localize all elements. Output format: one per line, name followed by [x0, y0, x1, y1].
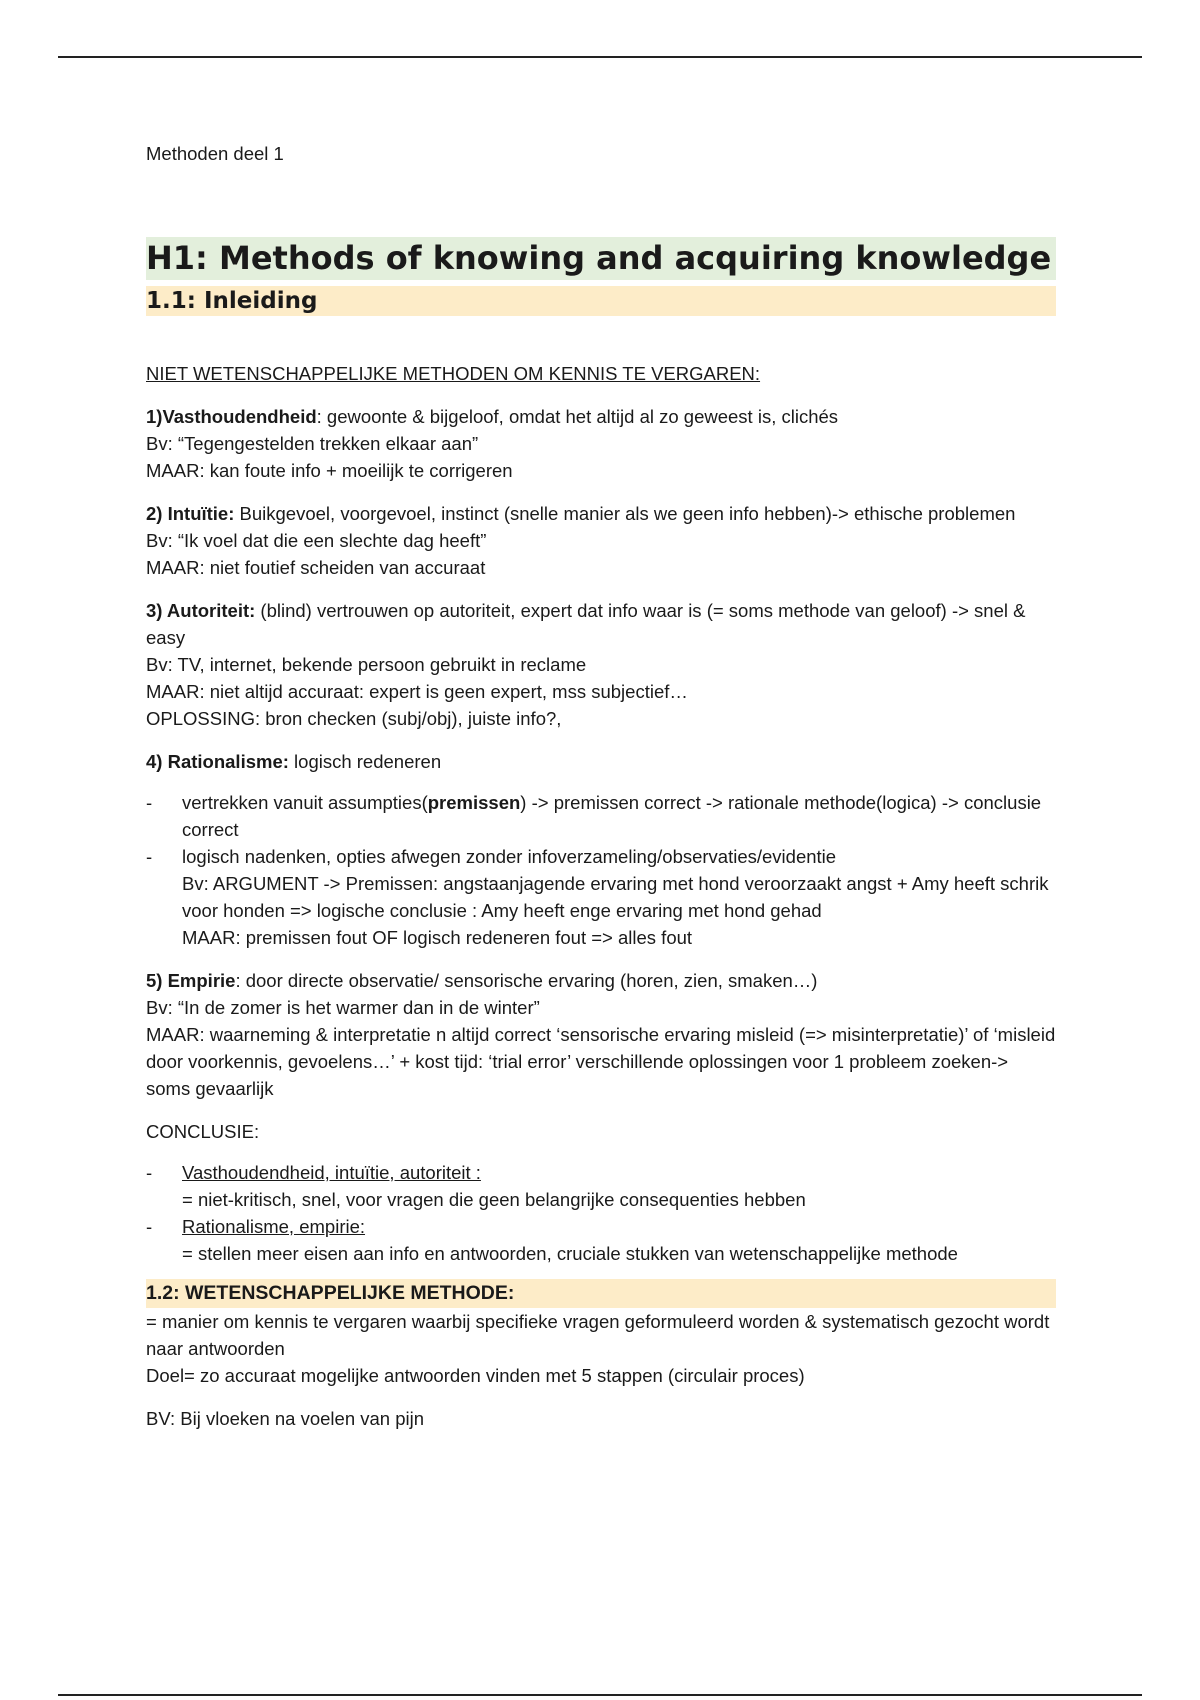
section-1-2-block — [146, 1279, 1056, 1432]
conclusion-item-2-text: = stellen meer eisen aan info en antwoorden, cruciale stukken van wetenschappelijke methode — [182, 1243, 958, 1264]
method-2-but: MAAR: niet foutief scheiden van accuraat — [146, 557, 486, 578]
method-4-desc: logisch redeneren — [288, 751, 442, 772]
method-5-example: Bv: “In de zomer is het warmer dan in de winter” — [146, 997, 540, 1018]
method-1-block — [146, 403, 1056, 484]
top-rule — [58, 56, 1142, 58]
method-4-label: 4) Rationalisme: — [146, 751, 289, 772]
method-3-label: 3) Autoriteit: — [146, 600, 256, 621]
method-1-but: MAAR: kan foute info + moeilijk te corrigeren — [146, 460, 513, 481]
conclusion-list — [146, 1159, 1056, 1267]
method-4-bullet-2-but: MAAR: premissen fout OF logisch redeneren fout => alles fout — [182, 927, 693, 948]
method-4-bullet-2-text: - logisch nadenken, opties afwegen zonder infoverzameling/observaties/evidentie — [182, 846, 837, 867]
method-5-line — [146, 967, 1056, 994]
method-2-example: Bv: “Ik voel dat die een slechte dag heeft” — [146, 530, 487, 551]
method-2-desc: Buikgevoel, voorgevoel, instinct (snelle manier als we geen info hebben)-> ethische problemen — [234, 503, 1016, 524]
non-scientific-methods-heading: NIET WETENSCHAPPELIJKE METHODEN OM KENNIS TE VERGAREN: — [146, 363, 761, 384]
method-1-example: Bv: “Tegengestelden trekken elkaar aan” — [146, 433, 479, 454]
section-1-1-title: 1.1: Inleiding — [146, 286, 1056, 316]
method-4-bullet-1-post: ) -> premissen correct -> rationale methode(logica) -> conclusie correct — [182, 792, 1042, 840]
chapter-title: H1: Methods of knowing and acquiring knowledge — [146, 237, 1056, 280]
section-1-2-example: BV: Bij vloeken na voelen van pijn — [146, 1408, 425, 1429]
conclusion-item-1-text: = niet-kritisch, snel, voor vragen die geen belangrijke consequenties hebben — [182, 1189, 806, 1210]
section-1-2-title: 1.2: WETENSCHAPPELIJKE METHODE: — [146, 1279, 1056, 1308]
method-1-label: 1)Vasthoudendheid — [146, 406, 317, 427]
method-4-line — [146, 748, 1056, 775]
method-4-bullet-1-bold: premissen — [427, 792, 521, 813]
method-3-solution: OPLOSSING: bron checken (subj/obj), juiste info?, — [146, 708, 562, 729]
conclusion-label: CONCLUSIE: — [146, 1121, 260, 1142]
method-4-bullet-1-pre: vertrekken vanuit assumpties( — [182, 792, 428, 813]
bottom-rule — [58, 1694, 1142, 1696]
method-5-desc: : door directe observatie/ sensorische ervaring (horen, zien, smaken…) — [235, 970, 818, 991]
method-4-bullet-1 — [146, 789, 1056, 843]
method-5-but: MAAR: waarneming & interpretatie n altijd correct ‘sensorische ervaring misleid (=> misinterpretatie)’ of ‘misleid door voorkennis, gevoelens…’ + kost tijd: ‘trial error’ verschillende oplossingen voor 1 probleem zoeken-> soms gevaarlijk — [146, 1024, 1056, 1099]
method-2-line — [146, 500, 1056, 527]
method-4-block — [146, 748, 1056, 951]
method-3-line — [146, 597, 1056, 651]
method-5-label: 5) Empirie — [146, 970, 236, 991]
method-1-desc: : gewoonte & bijgeloof, omdat het altijd al zo geweest is, clichés — [316, 406, 839, 427]
conclusion-block — [146, 1118, 1056, 1267]
conclusion-item-1-title: - Vasthoudendheid, intuïtie, autoriteit : — [182, 1162, 481, 1183]
method-3-block — [146, 597, 1056, 732]
method-4-bullet-2-example: Bv: ARGUMENT -> Premissen: angstaanjagende ervaring met hond veroorzaakt angst + Amy heeft schrik voor honden => logische conclusie : Amy heeft enge ervaring met hond gehad — [182, 873, 1049, 921]
method-3-desc: (blind) vertrouwen op autoriteit, expert dat info waar is (= soms methode van geloof) -> snel & easy — [146, 600, 1026, 648]
method-1-line — [146, 403, 1056, 430]
conclusion-item-1 — [146, 1159, 1056, 1213]
section-1-2-goal: Doel= zo accuraat mogelijke antwoorden vinden met 5 stappen (circulair proces) — [146, 1365, 805, 1386]
method-4-bullets — [146, 789, 1056, 951]
method-2-block — [146, 500, 1056, 581]
document-header-label: Methoden deel 1 — [146, 143, 284, 164]
method-2-label: 2) Intuïtie: — [146, 503, 235, 524]
method-3-example: Bv: TV, internet, bekende persoon gebruikt in reclame — [146, 654, 587, 675]
method-4-bullet-2 — [146, 843, 1056, 951]
document-page — [146, 140, 1056, 1432]
method-3-but: MAAR: niet altijd accuraat: expert is geen expert, mss subjectief… — [146, 681, 688, 702]
method-5-block — [146, 967, 1056, 1102]
section-1-2-definition: = manier om kennis te vergaren waarbij specifieke vragen geformuleerd worden & systematisch gezocht wordt naar antwoorden — [146, 1311, 1050, 1359]
conclusion-item-2-title: - Rationalisme, empirie: — [182, 1216, 366, 1237]
conclusion-item-2 — [146, 1213, 1056, 1267]
